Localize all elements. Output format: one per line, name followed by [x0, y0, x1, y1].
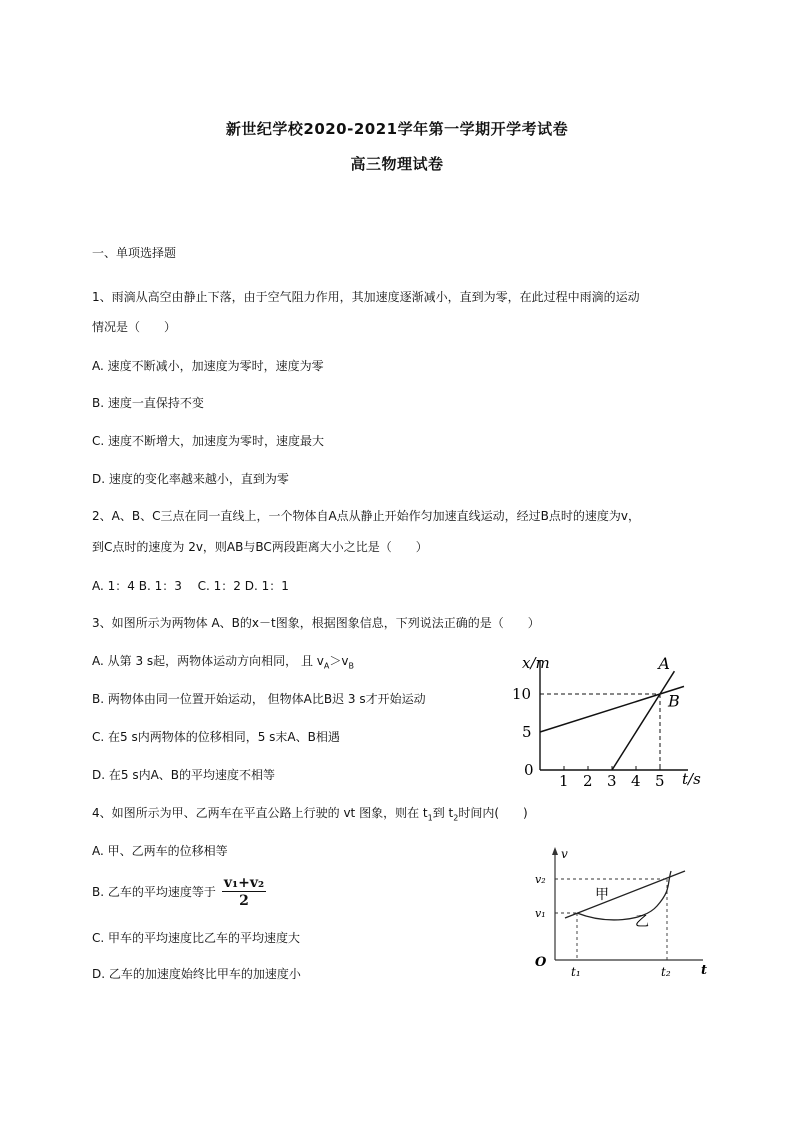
vt-v2-label: v₂ [535, 873, 546, 886]
xt-x-tick-label: 1 [559, 772, 569, 788]
q3-option-d: D. 在5 s内A、B的平均速度不相等 [92, 768, 276, 782]
q3-option-a-text: A. 从第 3 s起，两物体运动方向相同， 且 v [92, 654, 324, 668]
q3-sub-a: A [323, 661, 330, 671]
xt-series-label-a: A [658, 654, 670, 674]
xt-chart [510, 648, 710, 788]
vt-series [555, 871, 685, 960]
q1-stem-line1: 1、雨滴从高空由静止下落，由于空气阻力作用，其加速度逐渐减小，直到为零，在此过程中雨滴的运动 [92, 290, 640, 304]
q4-option-b-text: B. 乙车的平均速度等于 [92, 885, 216, 899]
formula-numerator: v₁+v₂ [223, 875, 265, 891]
xt-series [540, 671, 684, 770]
q4-option-d: D. 乙车的加速度始终比甲车的加速度小 [92, 967, 301, 981]
q3-stem: 3、如图所示为两物体 A、B的x－t图象，根据图象信息，下列说法正确的是（ ） [92, 616, 540, 630]
vt-labels [535, 847, 707, 979]
vt-series-label-jia: 甲 [595, 887, 609, 903]
q4-stem [92, 805, 528, 826]
q1-option-c: C. 速度不断增大，加速度为零时，速度最大 [92, 434, 325, 448]
q4-option-b [92, 872, 266, 912]
vt-chart [525, 842, 715, 980]
q4-sub-t2: 2 [453, 813, 459, 823]
q3-option-a-mid: ＞v [329, 654, 349, 668]
q3-sub-b: B [348, 661, 354, 671]
xt-x-tick-label: 4 [631, 772, 641, 788]
q1-option-b: B. 速度一直保持不变 [92, 396, 204, 410]
xt-x-tick-label: 5 [655, 772, 665, 788]
xt-series-line-a [612, 671, 674, 770]
q1-option-a: A. 速度不断减小，加速度为零时，速度为零 [92, 359, 324, 373]
exam-subtitle: 高三物理试卷 [350, 155, 444, 173]
xt-x-tick-label: 2 [583, 772, 593, 788]
q2-stem-line1: 2、A、B、C三点在同一直线上，一个物体自A点从静止开始作匀加速直线运动，经过B点时的速度为v， [92, 509, 641, 523]
xt-y-axis-label: x/m [522, 654, 550, 672]
vt-v-axis-arrow [552, 847, 558, 855]
q3-option-a [92, 653, 354, 674]
q4-option-c: C. 甲车的平均速度比乙车的平均速度大 [92, 931, 301, 945]
q1-stem-line2: 情况是（ ） [92, 320, 177, 334]
vt-t1-label: t₁ [571, 965, 581, 979]
vt-series-label-yi: 乙 [635, 914, 649, 930]
q4-option-a: A. 甲、乙两车的位移相等 [92, 844, 228, 858]
xt-axes [540, 660, 688, 770]
vt-v-axis-label: v [561, 847, 568, 861]
q1-option-d: D. 速度的变化率越来越小，直到为零 [92, 472, 289, 486]
exam-title: 新世纪学校2020-2021学年第一学期开学考试卷 [225, 120, 569, 138]
q2-options: A. 1：4 B. 1：3 C. 1：2 D. 1：1 [92, 579, 289, 593]
q4-stem-text: 4、如图所示为甲、乙两车在平直公路上行驶的 vt 图象，则在 t [92, 806, 428, 820]
q2-stem-line2: 到C点时的速度为 2v，则AB与BC两段距离大小之比是（ ） [92, 540, 428, 554]
vt-v1-label: v₁ [535, 907, 546, 920]
q3-option-c: C. 在5 s内两物体的位移相同，5 s末A、B相遇 [92, 730, 340, 744]
average-velocity-formula [222, 875, 266, 910]
vt-origin-label: O [535, 955, 547, 970]
xt-series-line-b [540, 686, 684, 732]
xt-y-tick-label: 5 [522, 723, 532, 741]
xt-y-tick-label: 10 [512, 685, 532, 703]
formula-denominator: 2 [239, 893, 249, 909]
q3-option-b: B. 两物体由同一位置开始运动， 但物体A比B迟 3 s才开始运动 [92, 692, 426, 706]
xt-x-axis-label: t/s [682, 770, 701, 788]
vt-axes [552, 847, 703, 960]
xt-x-tick-label: 3 [607, 772, 617, 788]
q4-sub-t1: 1 [427, 813, 433, 823]
q4-stem-suffix: 时间内( ) [458, 806, 528, 820]
vt-t2-label: t₂ [661, 965, 671, 979]
vt-t-axis-label: t [701, 963, 708, 978]
section-title: 一、单项选择题 [92, 246, 177, 260]
xt-origin-label: 0 [524, 761, 534, 779]
xt-series-label-b: B [668, 691, 680, 711]
q4-stem-mid: 到 t [432, 806, 454, 820]
